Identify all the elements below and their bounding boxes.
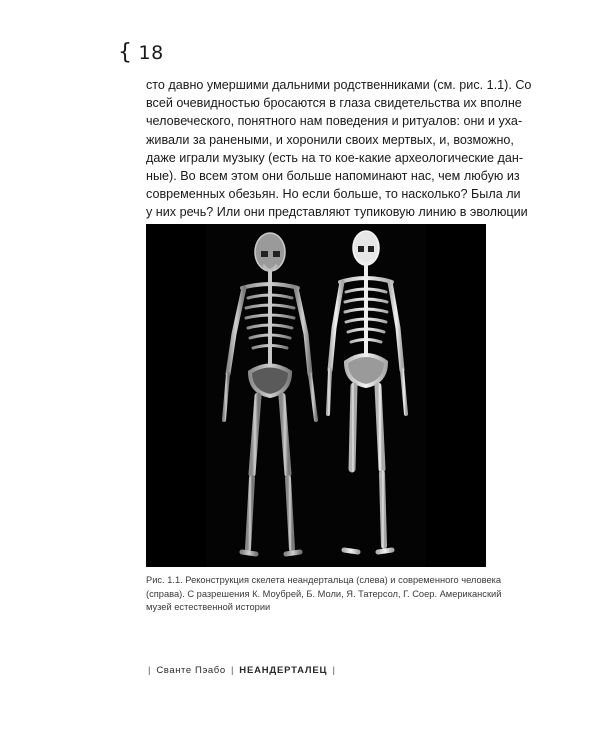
footer-separator: | [148, 665, 152, 676]
body-line: всей очевидностью бросаются в глаза свидетельства их вполне [146, 96, 522, 111]
figure-skeletons-photo [146, 224, 486, 567]
footer-author: Сванте Пэабо [156, 665, 226, 676]
caption-line: музей естественной истории [146, 602, 271, 613]
body-paragraph [146, 76, 532, 222]
page-number-brace: { [118, 40, 133, 65]
running-footer [146, 665, 338, 676]
neanderthal-skeleton [224, 233, 316, 554]
footer-book-title: НЕАНДЕРТАЛЕЦ [239, 665, 328, 676]
body-line: человеческого, понятного нам поведения и ритуалов: они и уха- [146, 114, 523, 129]
body-line: живали за ранеными, и хоронили своих мертвых, и, возможно, [146, 132, 514, 147]
body-line: сто давно умершими дальними родственниками (см. рис. 1.1). Со [146, 78, 532, 92]
body-line: даже играли музыку (есть на то кое-какие археологические дан- [146, 150, 524, 165]
body-line: ные). Во всем этом они больше напоминают нас, чем любую из [146, 169, 520, 184]
figure-photo-panel [206, 224, 426, 567]
footer-separator: | [230, 665, 235, 676]
caption-line: Рис. 1.1. Реконструкция скелета неандертальца (слева) и современного человека [146, 575, 502, 585]
footer-separator: | [332, 665, 336, 676]
page-number [118, 40, 164, 65]
body-line: современных обезьян. Но если больше, то насколько? Была ли [146, 187, 521, 202]
caption-line: (справа). С разрешения К. Моубрей, Б. Моли, Я. Татерсол, Г. Соер. Американский [146, 588, 502, 599]
body-line: у них речь? Или они представляют тупиковую линию в эволюции [146, 205, 528, 220]
skeletons-illustration [206, 224, 426, 567]
figure-caption [146, 574, 502, 615]
page-number-value: 18 [138, 42, 164, 64]
modern-human-skeleton [328, 231, 406, 552]
